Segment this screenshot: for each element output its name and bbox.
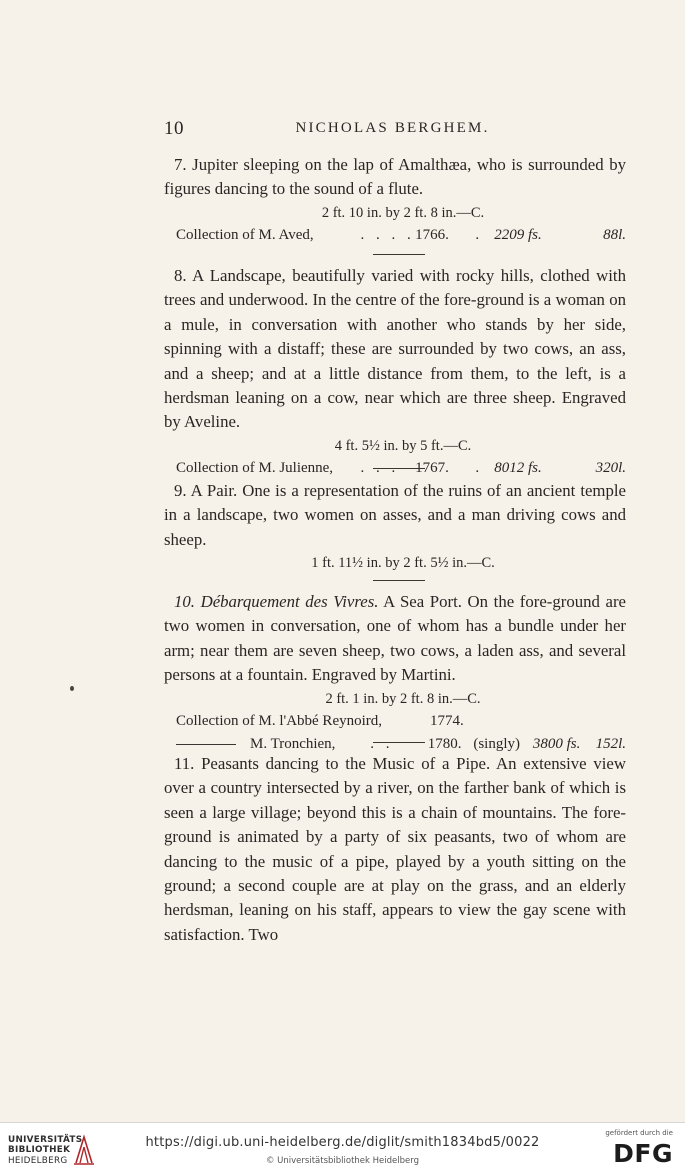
entry-description: 7. Jupiter sleeping on the lap of Amalthæa, who is surrounded by figures dancing to the sound of a flute.: [164, 155, 626, 199]
library-line-3: HEIDELBERG: [8, 1155, 68, 1166]
sale-separator: (singly): [473, 735, 521, 752]
entry-description: 11. Peasants dancing to the Music of a Pipe. An extensive view over a country intersected by a river, on the farther bank of which is seen a large village; beyond this is a chain of mountains. The fore-ground is animated by a party of six peasants, two of whom are dancing to the music of a pipe, played by a youth sitting on the ground; a second couple are at play on the grass, and an elderly herdsman, leaning on his staff, appears to view the gay scene with satisfaction. Two: [164, 754, 626, 944]
sale-collection: Collection of M. Aved,: [176, 226, 314, 243]
catalogue-entry-8: [164, 264, 626, 480]
section-rule: [373, 742, 425, 743]
sale-leaders: . . .: [360, 459, 400, 476]
ink-speck: [70, 686, 74, 691]
dfg-logo: DFG: [613, 1139, 673, 1168]
sale-leaders: . . . .: [360, 226, 415, 243]
sale-price-pounds: 88l.: [603, 226, 626, 243]
entry-dimensions: 4 ft. 5½ in. by 5 ft.—C.: [334, 437, 472, 454]
entry-title-italic: 10. Débarquement des Vivres.: [174, 592, 379, 611]
entry-dimensions: 1 ft. 11½ in. by 2 ft. 5½ in.—C.: [311, 555, 495, 572]
funding-note: gefördert durch die: [605, 1129, 673, 1137]
catalogue-entry-10: [164, 590, 626, 756]
section-rule: [373, 580, 425, 581]
ditto-dash: [176, 744, 236, 745]
entry-description: 8. A Landscape, beautifully varied with rocky hills, clothed with trees and underwood. In the centre of the fore-ground is a woman on a mule, in conversation with another who stands by her side, spinning with a distaff; these are surrounded by two cows, an ass, and a sheep; and at a little distance from them, to the left, is a herdsman leaning on a cow, near which are three sheep. Engraved by Aveline.: [164, 266, 626, 432]
entry-description-text: A Sea Port. On the fore-ground are two women in conversation, one of whom has a bundle under her arm; near them are seven sheep, two cows, a laden ass, and several persons at a fountain. Engraved by Martini.: [164, 592, 626, 685]
catalogue-entry-11: [164, 752, 626, 947]
sale-separator: .: [475, 226, 480, 243]
sale-year: 1774.: [430, 712, 464, 729]
library-line-2: BIBLIOTHEK: [8, 1145, 71, 1156]
sale-year: 1766.: [415, 226, 449, 243]
sale-price-francs: 2209 fs.: [494, 226, 542, 243]
sale-separator: .: [475, 459, 480, 476]
library-line-1: UNIVERSITÄTS-: [8, 1135, 87, 1145]
sale-collection: Collection of M. l'Abbé Reynoird,: [176, 712, 383, 729]
sale-year: 1767.: [415, 459, 449, 476]
entry-dimensions: 2 ft. 10 in. by 2 ft. 8 in.—C.: [321, 204, 485, 221]
section-rule: [373, 468, 425, 469]
page-number: 10: [164, 118, 184, 139]
section-rule: [373, 254, 425, 255]
sale-collection: M. Tronchien,: [250, 735, 336, 752]
catalogue-entry-7: [164, 153, 626, 247]
sale-price-pounds: 152l.: [595, 735, 626, 752]
sale-record: [164, 710, 626, 733]
copyright-notice: © Universitätsbibliothek Heidelberg: [265, 1156, 419, 1166]
sale-leaders: . .: [370, 735, 394, 752]
sale-collection: Collection of M. Julienne,: [176, 459, 334, 476]
running-title: NICHOLAS BERGHEM.: [295, 120, 490, 136]
running-head: [160, 118, 625, 142]
sale-record: [164, 224, 626, 247]
viewer-footer: [0, 1122, 685, 1174]
sale-price-francs: 3800 fs.: [532, 735, 581, 752]
sale-year: 1780.: [427, 735, 462, 752]
entry-description: [164, 590, 626, 688]
entry-description: 9. A Pair. One is a representation of the ruins of an ancient temple in a landscape, two women on asses, and a man driving cows and sheep.: [164, 481, 626, 549]
entry-dimensions: 2 ft. 1 in. by 2 ft. 8 in.—C.: [325, 690, 481, 707]
sale-price-pounds: 320l.: [595, 459, 626, 476]
sale-price-francs: 8012 fs.: [494, 459, 542, 476]
catalogue-entry-9: [164, 479, 626, 574]
permalink-url[interactable]: https://digi.ub.uni-heidelberg.de/diglit/smith1834bd5/0022: [145, 1135, 540, 1150]
